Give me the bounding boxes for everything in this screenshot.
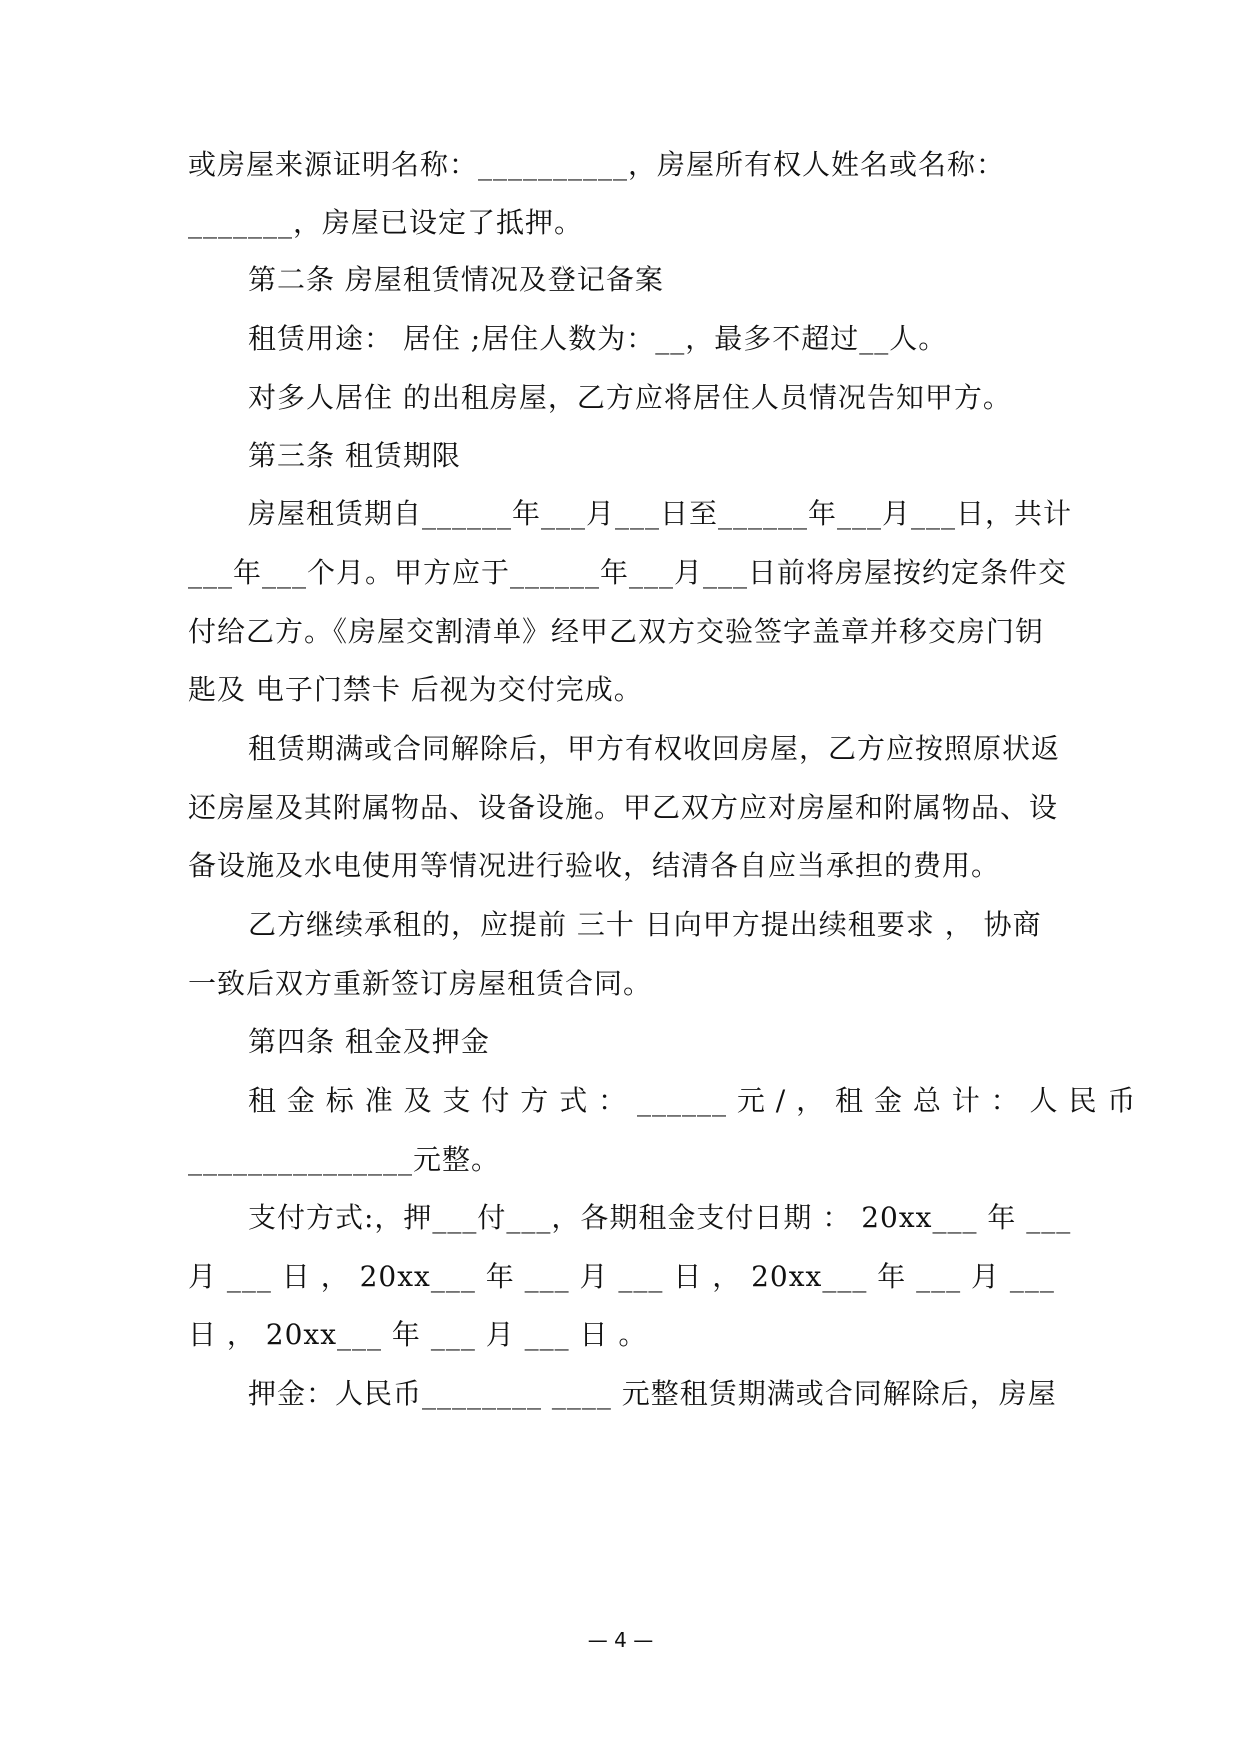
text-line: 月 ___ 日 ， 20xx___ 年 ___ 月 ___ 日 ， 20xx___ 年 ___ 月 ___ <box>188 1260 1055 1293</box>
text-line: _______，房屋已设定了抵押。 <box>188 206 584 239</box>
section-heading: 第四条 租金及押金 <box>248 1025 490 1058</box>
text-line: 或房屋来源证明名称：__________，房屋所有权人姓名或名称： <box>188 148 1006 181</box>
text-line: 乙方继续承租的，应提前 三十 日向甲方提出续租要求 ， 协商 <box>248 908 1042 941</box>
text-line: 备设施及水电使用等情况进行验收，结清各自应当承担的费用。 <box>188 849 1001 882</box>
page-number: — 4 — <box>587 1628 654 1652</box>
text-line: ___年___个月。甲方应于______年___月___日前将房屋按约定条件交 <box>188 556 1068 589</box>
text-line: 一致后双方重新签订房屋租赁合同。 <box>188 967 653 1000</box>
text-line: 租赁用途： 居住 ;居住人数为：__，最多不超过__人。 <box>248 322 948 355</box>
text-line: 日 ， 20xx___ 年 ___ 月 ___ 日 。 <box>188 1318 648 1351</box>
text-line: 房屋租赁期自______年___月___日至______年___月___日，共计 <box>248 497 1073 530</box>
text-line: _______________元整。 <box>188 1143 501 1176</box>
text-line: 押金：人民币________ ____ 元整租赁期满或合同解除后，房屋 <box>248 1377 1057 1410</box>
section-heading: 第二条 房屋租赁情况及登记备案 <box>248 263 664 296</box>
text-line: 付给乙方。《房屋交割清单》经甲乙双方交验签字盖章并移交房门钥 <box>188 615 1045 648</box>
text-line: 租赁期满或合同解除后，甲方有权收回房屋，乙方应按照原状返 <box>248 732 1061 765</box>
section-heading: 第三条 租赁期限 <box>248 439 461 472</box>
text-line: 对多人居住 的出租房屋，乙方应将居住人员情况告知甲方。 <box>248 381 1012 414</box>
text-line: 租 金 标 准 及 支 付 方 式 ： ______ 元 / ， 租 金 总 计 ： 人 民 币 <box>248 1084 1137 1117</box>
text-line: 还房屋及其附属物品、设备设施。甲乙双方应对房屋和附属物品、设 <box>188 791 1059 824</box>
text-line: 支付方式:，押___付___，各期租金支付日期 ： 20xx___ 年 ___ <box>248 1201 1072 1234</box>
text-line: 匙及 电子门禁卡 后视为交付完成。 <box>188 673 643 706</box>
